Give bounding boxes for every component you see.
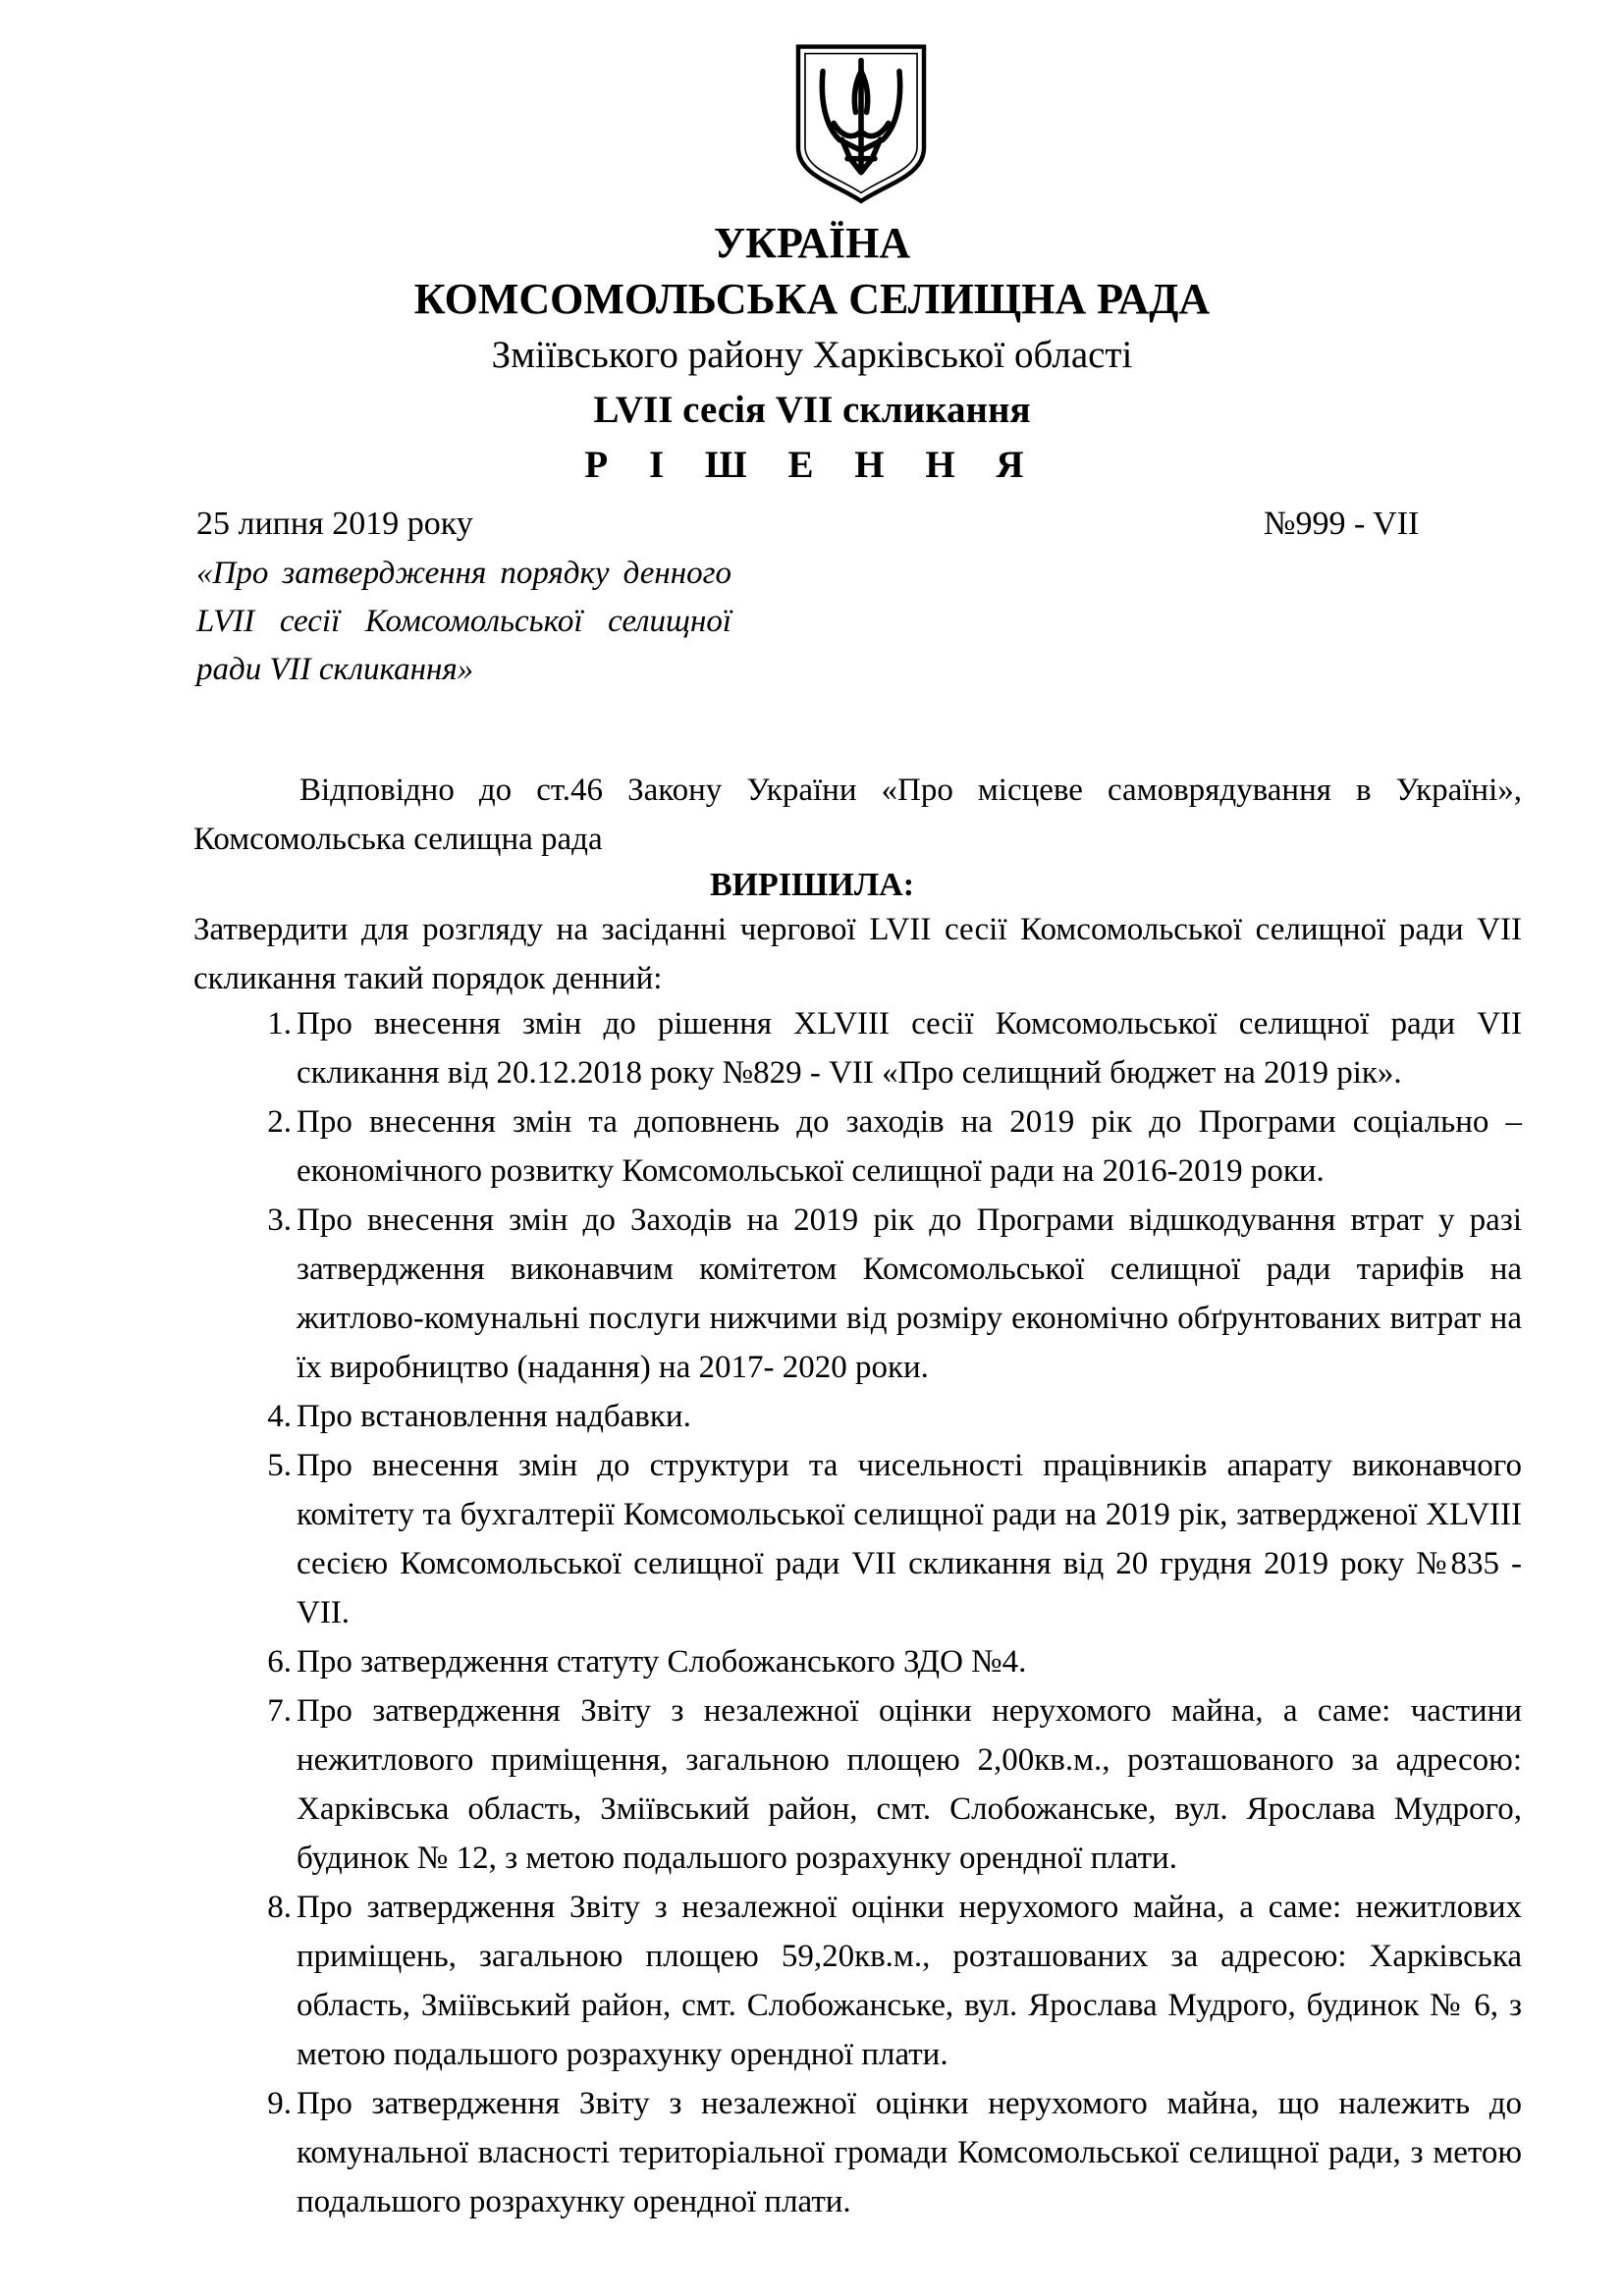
list-item	[193, 1441, 1522, 1637]
list-item-number: 2.	[267, 1104, 292, 1140]
list-item-text: Про внесення змін та доповнень до заходів на 2019 рік до Програми соціально – економічного розвитку Комсомольської селищної ради на 2016-2019 роки.	[297, 1104, 1522, 1189]
list-item-number: 8.	[267, 1890, 292, 1925]
country-title: УКРАЇНА	[713, 219, 911, 267]
list-item	[193, 1883, 1522, 2079]
list-item-text: Про затвердження Звіту з незалежної оцінки нерухомого майна, а саме: частини нежитлового приміщення, загальною площею 2,00кв.м., розташованого за адресою: Харківська область, Зміївський район, смт. Слобожанське, вул. Ярослава Мудрого, будинок № 12, з метою подальшого розрахунку орендної плати.	[297, 1693, 1522, 1876]
list-item-number: 5.	[267, 1448, 292, 1483]
list-item-text: Про встановлення надбавки.	[297, 1399, 691, 1434]
list-item-text: Про затвердження Звіту з незалежної оцінки нерухомого майна, а саме: нежитлових приміщень, загальною площею 59,20кв.м., розташованих за адресою: Харківська область, Зміївський район, смт. Слобожанське, вул. Ярослава Мудрого, будинок № 6, з метою подальшого розрахунку орендної плати.	[297, 1890, 1522, 2072]
region-subtitle: Зміївського району Харківської області	[491, 334, 1133, 376]
agenda-intro: Затвердити для розгляду на засіданні чергової LVII сесії Комсомольської селищної ради VII скликання такий порядок денний:	[193, 912, 1522, 996]
decision-title: Р І Ш Е Н Н Я	[584, 444, 1040, 486]
resolved-heading: ВИРІШИЛА:	[709, 867, 915, 903]
list-item-text: Про внесення змін до Заходів на 2019 рік до Програми відшкодування втрат у разі затвердження виконавчим комітетом Комсомольської селищної ради тарифів на житлово-комунальні послуги нижчими від розміру економічно обґрунтованих витрат на їх виробництво (надання) на 2017- 2020 роки.	[297, 1202, 1522, 1385]
list-item-number: 9.	[267, 2086, 292, 2121]
list-item-number: 4.	[267, 1399, 292, 1434]
list-item	[193, 1637, 1522, 1686]
document-header	[0, 208, 1624, 493]
preamble-paragraph	[193, 766, 1522, 864]
list-item-text: Про затвердження статуту Слобожанського ЗДО №4.	[297, 1644, 1027, 1680]
list-item	[193, 1392, 1522, 1441]
list-item	[193, 1097, 1522, 1196]
decision-date: 25 липня 2019 року	[196, 506, 473, 542]
list-item-text: Про внесення змін до структури та чисельності працівників апарату виконавчого комітету та бухгалтерії Комсомольської селищної ради на 2019 рік, затвердженої XLVIII сесією Комсомольської селищної ради VII скликання від 20 грудня 2019 року №835 - VII.	[297, 1448, 1522, 1630]
list-item	[193, 2079, 1522, 2226]
list-item-number: 7.	[267, 1693, 292, 1729]
list-item-number: 1.	[267, 1006, 292, 1041]
agenda-list	[193, 999, 1522, 2226]
decision-subject: «Про затвердження порядку денного LVII сесії Комсомольської селищної ради VII скликання»	[196, 556, 731, 687]
council-title: КОМСОМОЛЬСЬКА СЕЛИЩНА РАДА	[413, 275, 1211, 323]
list-item-number: 3.	[267, 1202, 292, 1238]
list-item-text: Про внесення змін до рішення XLVIII сесії Комсомольської селищної ради VII скликання від 20.12.2018 року №829 - VII «Про селищний бюджет на 2019 рік».	[297, 1006, 1522, 1091]
list-item-text: Про затвердження Звіту з незалежної оцінки нерухомого майна, що належить до комунальної власності територіальної громади Комсомольської селищної ради, з метою подальшого розрахунку орендної плати.	[297, 2086, 1522, 2219]
session-title: LVII сесія VII скликання	[593, 389, 1031, 431]
trident-coat-of-arms-icon	[792, 41, 930, 205]
list-item	[193, 1686, 1522, 1883]
list-item	[193, 999, 1522, 1097]
decision-number: №999 - VII	[1264, 506, 1420, 542]
list-item	[193, 1196, 1522, 1392]
list-item-number: 6.	[267, 1644, 292, 1680]
preamble-text: Відповідно до ст.46 Закону України «Про місцеве самоврядування в Україні», Комсомольська селищна рада	[193, 773, 1522, 857]
